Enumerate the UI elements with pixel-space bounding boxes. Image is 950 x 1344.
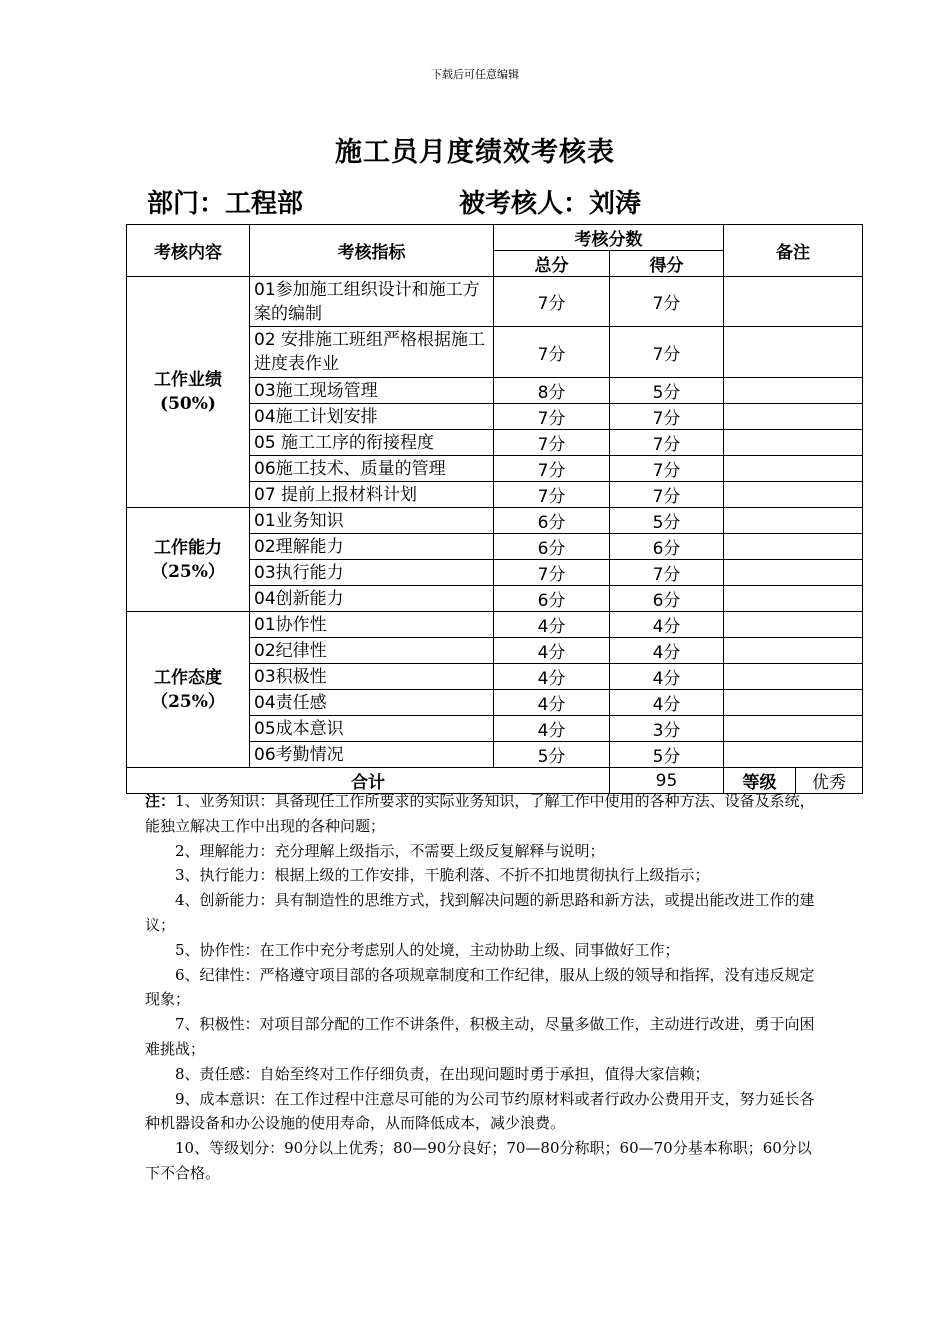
reviewee-label: 被考核人：刘涛 bbox=[459, 189, 642, 219]
note-item: 4、创新能力：具有制造性的思维方式，找到解决问题的新思路和新方法，或提出能改进工作的建议； bbox=[145, 891, 815, 934]
category-attitude bbox=[127, 612, 250, 768]
got-cell: 7分 bbox=[610, 456, 724, 482]
total-cell: 4分 bbox=[494, 612, 610, 638]
indicator-cell: 03执行能力 bbox=[250, 560, 494, 586]
got-cell: 7分 bbox=[610, 482, 724, 508]
remark-cell bbox=[724, 586, 863, 612]
total-cell: 7分 bbox=[494, 404, 610, 430]
remark-cell bbox=[724, 742, 863, 768]
got-cell: 7分 bbox=[610, 560, 724, 586]
indicator-cell: 05 施工工序的衔接程度 bbox=[250, 430, 494, 456]
indicator-cell: 04创新能力 bbox=[250, 586, 494, 612]
indicator-cell: 03积极性 bbox=[250, 664, 494, 690]
header-score-group: 考核分数 bbox=[494, 225, 724, 251]
category-performance bbox=[127, 277, 250, 508]
remark-cell bbox=[724, 716, 863, 742]
category-name: 工作能力 bbox=[154, 537, 222, 558]
header-got: 得分 bbox=[610, 251, 724, 277]
remark-cell bbox=[724, 456, 863, 482]
total-cell: 4分 bbox=[494, 690, 610, 716]
grade-value: 优秀 bbox=[796, 768, 863, 794]
category-weight: (50%) bbox=[160, 394, 216, 414]
appraisal-table bbox=[126, 224, 863, 794]
category-weight: （25%） bbox=[151, 691, 225, 712]
got-cell: 5分 bbox=[610, 378, 724, 404]
indicator-cell: 02理解能力 bbox=[250, 534, 494, 560]
note-item: 10、等级划分：90分以上优秀；80—90分良好；70—80分称职；60—70分基本称职；60分以下不合格。 bbox=[145, 1139, 812, 1182]
grade-label: 等级 bbox=[724, 768, 796, 794]
got-cell: 7分 bbox=[610, 327, 724, 378]
total-cell: 7分 bbox=[494, 327, 610, 378]
notes-section bbox=[145, 789, 817, 1186]
remark-cell bbox=[724, 430, 863, 456]
note-item: 注：1、业务知识：具备现任工作所要求的实际业务知识，了解工作中使用的各种方法、设备及系统，能独立解决工作中出现的各种问题； bbox=[145, 792, 815, 835]
note-item: 9、成本意识：在工作过程中注意尽可能的为公司节约原材料或者行政办公费用开支，努力延长各种机器设备和办公设施的使用寿命，从而降低成本，减少浪费。 bbox=[145, 1089, 815, 1133]
total-cell: 6分 bbox=[494, 534, 610, 560]
indicator-cell: 01参加施工组织设计和施工方案的编制 bbox=[250, 277, 494, 327]
got-cell: 7分 bbox=[610, 404, 724, 430]
indicator-cell: 04施工计划安排 bbox=[250, 404, 494, 430]
indicator-cell: 05成本意识 bbox=[250, 716, 494, 742]
indicator-cell: 04责任感 bbox=[250, 690, 494, 716]
total-cell: 4分 bbox=[494, 716, 610, 742]
header-content: 考核内容 bbox=[127, 225, 250, 277]
note-item: 3、执行能力：根据上级的工作安排，干脆利落、不折不扣地贯彻执行上级指示； bbox=[175, 866, 710, 885]
got-cell: 4分 bbox=[610, 638, 724, 664]
note-item: 6、纪律性：严格遵守项目部的各项规章制度和工作纪律，服从上级的领导和指挥，没有违反规定现象； bbox=[145, 965, 815, 1009]
total-cell: 6分 bbox=[494, 508, 610, 534]
indicator-cell: 02 安排施工班组严格根据施工进度表作业 bbox=[250, 327, 494, 378]
notes-prefix: 注： bbox=[145, 792, 176, 810]
got-cell: 6分 bbox=[610, 586, 724, 612]
got-cell: 5分 bbox=[610, 508, 724, 534]
category-ability bbox=[127, 508, 250, 612]
remark-cell bbox=[724, 690, 863, 716]
note-item: 8、责任感：自始至终对工作仔细负责，在出现问题时勇于承担，值得大家信赖； bbox=[175, 1064, 710, 1083]
category-weight: （25%） bbox=[151, 561, 225, 582]
indicator-cell: 02纪律性 bbox=[250, 638, 494, 664]
indicator-cell: 06施工技术、质量的管理 bbox=[250, 456, 494, 482]
sum-value: 95 bbox=[610, 768, 724, 794]
total-cell: 4分 bbox=[494, 638, 610, 664]
remark-cell bbox=[724, 638, 863, 664]
got-cell: 7分 bbox=[610, 430, 724, 456]
total-cell: 5分 bbox=[494, 742, 610, 768]
got-cell: 5分 bbox=[610, 742, 724, 768]
top-note: 下载后可任意编辑 bbox=[431, 68, 519, 81]
total-cell: 4分 bbox=[494, 664, 610, 690]
got-cell: 4分 bbox=[610, 690, 724, 716]
category-name: 工作业绩 bbox=[154, 370, 222, 390]
total-cell: 7分 bbox=[494, 430, 610, 456]
total-cell: 7分 bbox=[494, 277, 610, 327]
indicator-cell: 03施工现场管理 bbox=[250, 378, 494, 404]
department-label: 部门：工程部 bbox=[147, 189, 304, 219]
remark-cell bbox=[724, 378, 863, 404]
remark-cell bbox=[724, 508, 863, 534]
note-item: 7、积极性：对项目部分配的工作不讲条件，积极主动，尽量多做工作，主动进行改进，勇于向困难挑战； bbox=[145, 1015, 815, 1058]
total-cell: 7分 bbox=[494, 560, 610, 586]
total-cell: 7分 bbox=[494, 482, 610, 508]
total-cell: 8分 bbox=[494, 378, 610, 404]
total-cell: 6分 bbox=[494, 586, 610, 612]
sum-label: 合计 bbox=[127, 768, 610, 794]
header-total: 总分 bbox=[494, 251, 610, 277]
indicator-cell: 01业务知识 bbox=[250, 508, 494, 534]
header-indicator: 考核指标 bbox=[250, 225, 494, 277]
got-cell: 4分 bbox=[610, 664, 724, 690]
got-cell: 7分 bbox=[610, 277, 724, 327]
remark-cell bbox=[724, 277, 863, 327]
subheading bbox=[147, 183, 642, 220]
page-title: 施工员月度绩效考核表 bbox=[335, 137, 615, 168]
indicator-cell: 01协作性 bbox=[250, 612, 494, 638]
remark-cell bbox=[724, 612, 863, 638]
remark-cell bbox=[724, 534, 863, 560]
total-cell: 7分 bbox=[494, 456, 610, 482]
got-cell: 4分 bbox=[610, 612, 724, 638]
remark-cell bbox=[724, 404, 863, 430]
category-name: 工作态度 bbox=[154, 667, 222, 688]
indicator-cell: 07 提前上报材料计划 bbox=[250, 482, 494, 508]
remark-cell bbox=[724, 482, 863, 508]
remark-cell bbox=[724, 327, 863, 378]
note-item: 2、理解能力：充分理解上级指示，不需要上级反复解释与说明； bbox=[175, 841, 605, 860]
note-item: 5、协作性：在工作中充分考虑别人的处境，主动协助上级、同事做好工作； bbox=[175, 940, 680, 959]
indicator-cell: 06考勤情况 bbox=[250, 742, 494, 768]
got-cell: 6分 bbox=[610, 534, 724, 560]
header-remark: 备注 bbox=[724, 225, 863, 277]
got-cell: 3分 bbox=[610, 716, 724, 742]
remark-cell bbox=[724, 560, 863, 586]
remark-cell bbox=[724, 664, 863, 690]
